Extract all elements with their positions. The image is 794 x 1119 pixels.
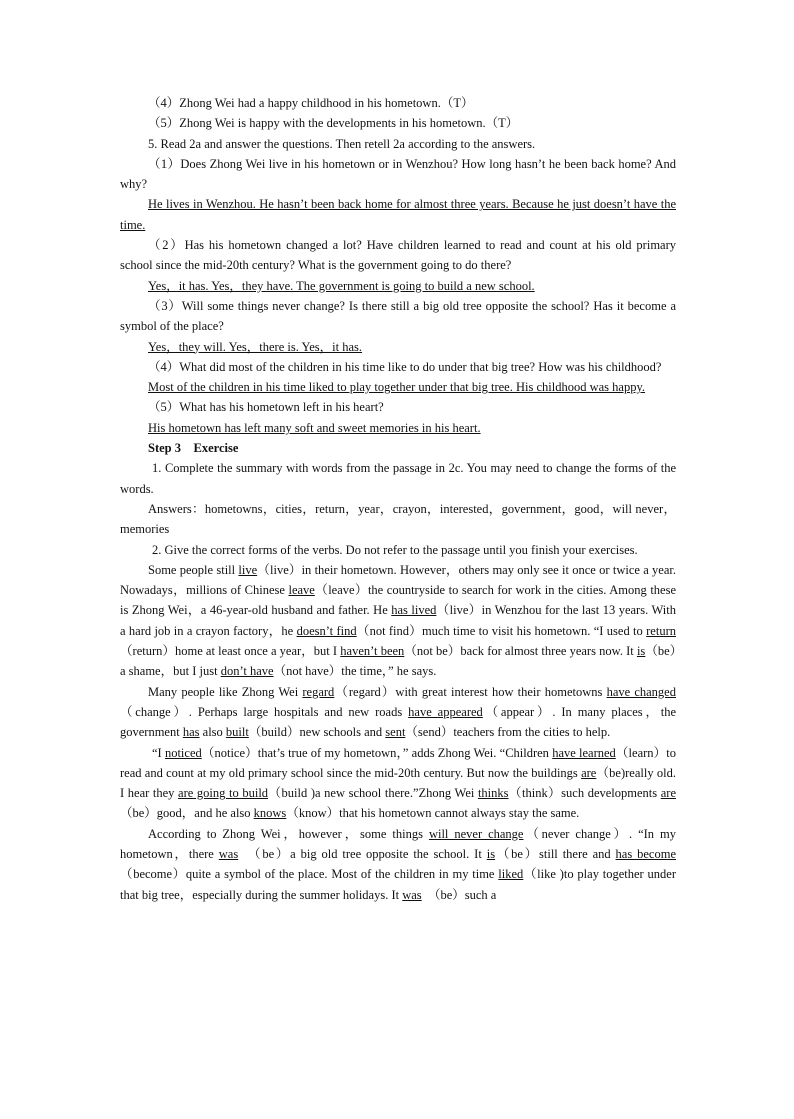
filled-answer: thinks xyxy=(477,786,509,801)
filled-answer: don’t have xyxy=(220,664,274,679)
passage-text: （be）still there and xyxy=(495,846,616,861)
exercise-2-instruction: 2. Give the correct forms of the verbs. Do not refer to the passage until you finish your exercises. xyxy=(152,542,638,557)
passage-text: （like )to play together under that big tree，especially during the summer holidays. It xyxy=(120,867,676,902)
filled-answer: live xyxy=(238,562,258,577)
filled-answer: are xyxy=(660,786,676,801)
filled-answer: has become xyxy=(615,846,676,861)
exercise-5-instruction: 5. Read 2a and answer the questions. Then retell 2a according to the answers. xyxy=(148,136,536,151)
step-3-heading: Step 3 Exercise xyxy=(148,441,239,456)
passage-text: （build）new schools and xyxy=(248,725,386,740)
statement-4: （4）Zhong Wei had a happy childhood in his hometown.（T） xyxy=(148,96,474,110)
exercise-1-answers: Answers：hometowns，cities，return，year，crayon，interested，government，good，will never，memories xyxy=(120,501,676,537)
passage-text: （appear）. In many places，the government xyxy=(120,704,677,740)
filled-answer: liked xyxy=(498,867,524,882)
answer-2: Yes，it has. Yes，they have. The government is going to build a new school. xyxy=(148,278,535,293)
passage-text: （know）that his hometown cannot always stay the same. xyxy=(286,806,580,821)
passage-text: （live）in their hometown. However，others may only see it once or twice a year. Nowadays，millions of Chinese xyxy=(120,562,676,598)
answer-1: He lives in Wenzhou. He hasn’t been back home for almost three years. Because he just doesn’t have the time. xyxy=(120,197,676,232)
passage-text: （be)really old. I hear they xyxy=(120,765,676,801)
statement-5: （5）Zhong Wei is happy with the developments in his hometown.（T） xyxy=(148,116,519,131)
question-3: （3）Will some things never change? Is there still a big old tree opposite the school? Has it become a symbol of the place? xyxy=(120,298,676,334)
passage-text: （learn）to read and count at my old primary school since the mid-20th century. But now the buildings xyxy=(120,745,676,780)
filled-answer: have changed xyxy=(606,684,676,699)
filled-answer: built xyxy=(225,725,249,740)
question-2: （2）Has his hometown changed a lot? Have children learned to read and count at his old primary school since the mid-20th century? What is the government going to do there? xyxy=(120,238,676,273)
passage-text: （be）good，and he also xyxy=(120,806,254,821)
filled-answer: have learned xyxy=(552,745,616,760)
passage-text: （not find）much time to visit his hometown. “I used to xyxy=(356,623,647,638)
passage-text: also xyxy=(199,725,226,740)
passage-text: （regard）with great interest how their hometowns xyxy=(334,684,607,699)
filled-answer: was xyxy=(402,887,422,902)
filled-answer: has xyxy=(182,725,200,740)
passage-text: （change）. Perhaps large hospitals and new roads xyxy=(120,704,409,719)
filled-answer: will never change xyxy=(428,826,524,841)
question-4: （4）What did most of the children in his time like to do under that big tree? How was his childhood? xyxy=(148,359,662,374)
passage-text: （be）a big old tree opposite the school. It xyxy=(238,846,487,861)
passage-text: （build )a new school there.”Zhong Wei xyxy=(268,786,478,801)
filled-answer: regard xyxy=(302,684,335,699)
filled-answer: is xyxy=(486,846,496,861)
passage-text: Many people like Zhong Wei xyxy=(148,684,303,699)
passage-text: Some people still xyxy=(148,562,239,577)
filled-answer: haven’t been xyxy=(340,644,405,659)
passage-text: According to Zhong Wei，however，some things xyxy=(148,826,429,841)
answer-5: His hometown has left many soft and sweet memories in his heart. xyxy=(148,420,481,435)
passage-text: （return）home at least once a year，but I xyxy=(120,644,341,659)
passage-text: （not have）the time，” he says. xyxy=(273,664,437,679)
filled-answer: knows xyxy=(253,806,287,821)
filled-answer: leave xyxy=(288,583,315,598)
passage-text: （not be）back for almost three years now. It xyxy=(404,644,637,659)
filled-answer: are going to build xyxy=(178,786,269,801)
filled-answer: doesn’t find xyxy=(296,623,357,638)
filled-answer: have appeared xyxy=(408,704,483,719)
filled-answer: noticed xyxy=(164,745,202,760)
passage-paragraph-4 xyxy=(120,824,676,905)
passage-text: （never change）. “In my hometown，there xyxy=(120,826,676,861)
document-page xyxy=(120,93,676,905)
passage-text: （be）a shame，but I just xyxy=(120,644,676,679)
filled-answer: has lived xyxy=(391,603,437,618)
filled-answer: are xyxy=(581,765,597,780)
passage-text: （send）teachers from the cities to help. xyxy=(405,725,611,740)
answer-4: Most of the children in his time liked to play together under that big tree. His childhood was happy. xyxy=(148,380,646,395)
passage-text: （notice）that’s true of my hometown，” adds Zhong Wei. “Children xyxy=(201,745,553,760)
filled-answer: return xyxy=(646,623,676,638)
passage-paragraph-2 xyxy=(120,682,676,743)
passage-text: “I xyxy=(152,745,165,760)
passage-text: （become）quite a symbol of the place. Most of the children in my time xyxy=(120,867,499,882)
filled-answer: is xyxy=(636,644,646,659)
filled-answer: was xyxy=(218,846,239,861)
passage-text: （live）in Wenzhou for the last 13 years. With a hard job in a crayon factory，he xyxy=(120,603,676,638)
passage-text: （be）such a xyxy=(421,887,497,902)
question-5: （5）What has his hometown left in his heart? xyxy=(148,400,384,415)
passage-paragraph-1 xyxy=(120,560,676,682)
filled-answer: sent xyxy=(385,725,406,740)
passage-text: （leave）the countryside to search for work in the cities. Among these is Zhong Wei，a 46-year-old husband and father. He xyxy=(120,583,676,618)
answer-3: Yes，they will. Yes，there is. Yes，it has. xyxy=(148,339,363,354)
question-1: （1）Does Zhong Wei live in his hometown or in Wenzhou? How long hasn’t he been back home? And why? xyxy=(120,156,676,192)
passage-paragraph-3 xyxy=(120,743,676,824)
exercise-1-instruction: 1. Complete the summary with words from the passage in 2c. You may need to change the forms of the words. xyxy=(120,461,676,496)
passage-text: （think）such developments xyxy=(508,786,661,801)
